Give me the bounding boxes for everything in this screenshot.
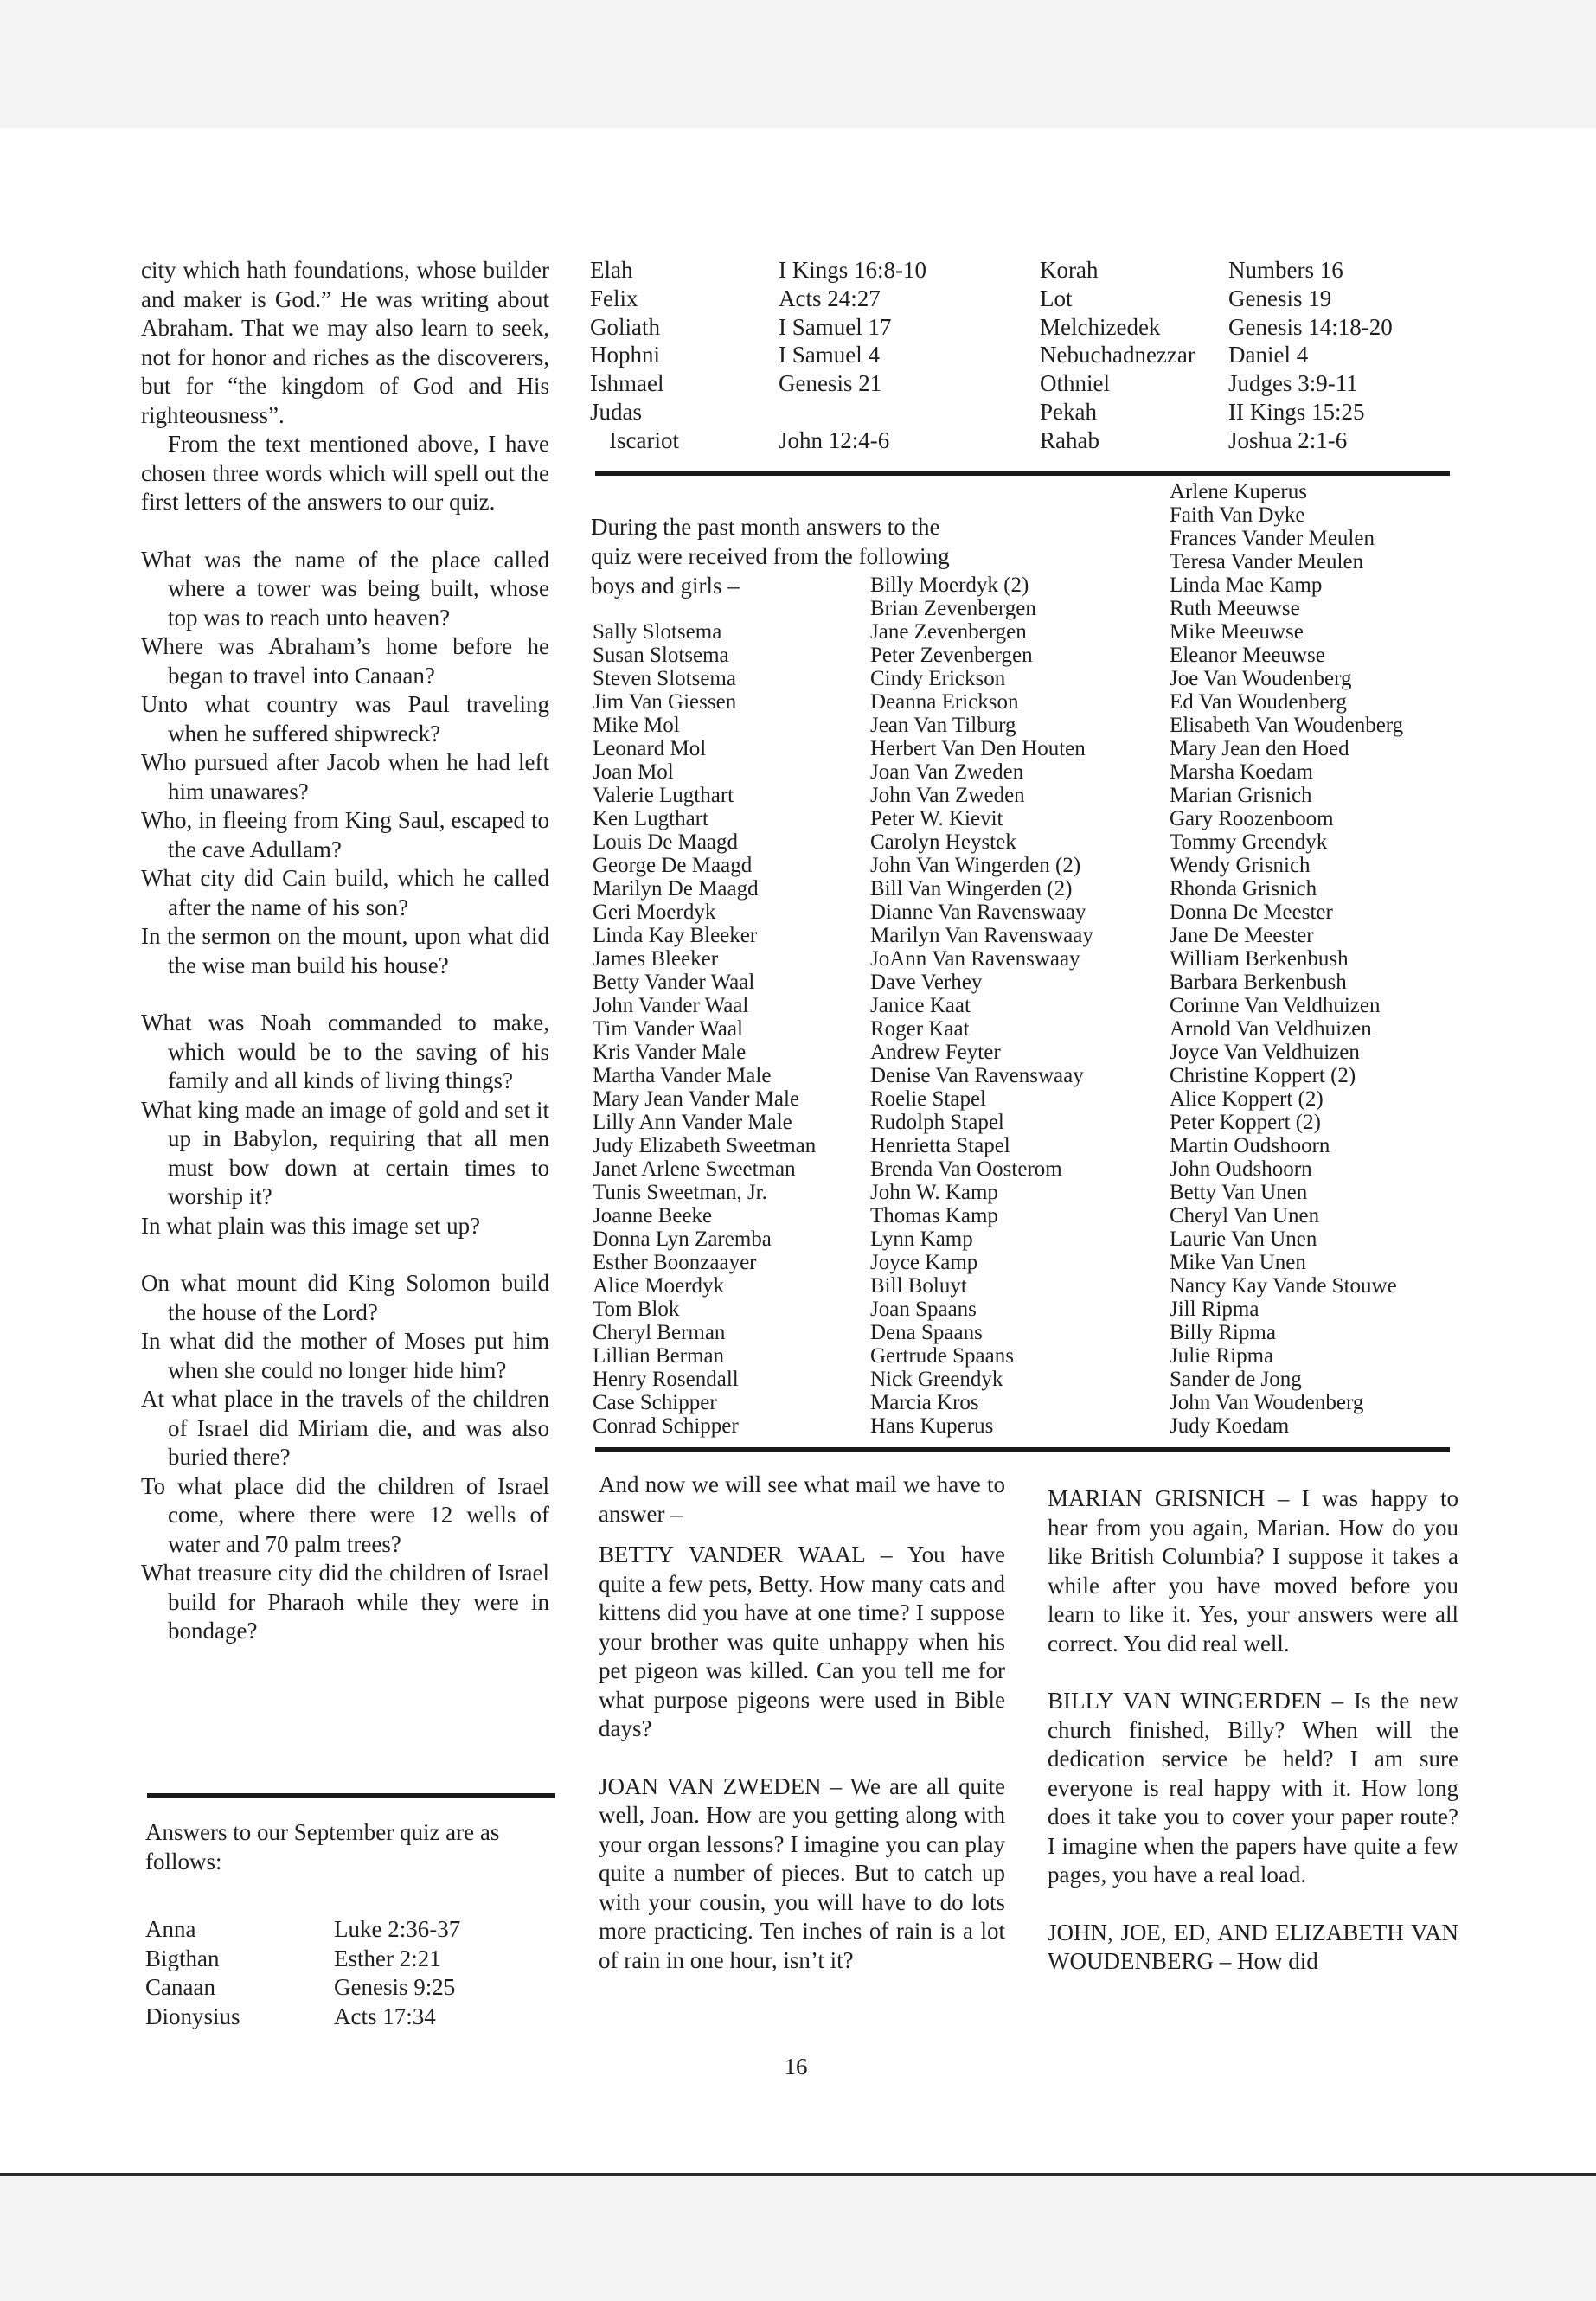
respondent-name: Peter Zevenbergen xyxy=(870,644,1033,667)
quiz-question: In the sermon on the mount, upon what did the wise man build his house? xyxy=(141,923,549,978)
respondent-name: Martin Oudshoorn xyxy=(1170,1134,1330,1157)
answer-name: Melchizedek xyxy=(1040,313,1161,340)
respondent-name: Dave Verhey xyxy=(870,971,983,994)
answer-ref: I Samuel 4 xyxy=(779,342,880,369)
intro-paragraph: From the text mentioned above, I have chosen three words which will spell out the first letters of the answers to our quiz. xyxy=(141,431,549,515)
respondent-name: Brenda Van Oosterom xyxy=(870,1157,1062,1181)
quiz-question: What was the name of the place called where a tower was being built, whose top was to reach unto heaven? xyxy=(141,546,549,631)
respondent-name: George De Maagd xyxy=(593,854,753,877)
respondent-name: Tunis Sweetman, Jr. xyxy=(593,1181,767,1204)
answer-name: Felix xyxy=(590,285,638,311)
answer-ref: Judges 3:9-11 xyxy=(1228,370,1358,397)
respondent-name: Susan Slotsema xyxy=(593,644,729,667)
respondent-name: Esther Boonzaayer xyxy=(593,1251,757,1274)
respondent-name: Bill Van Wingerden (2) xyxy=(870,877,1073,901)
respondent-name: Alice Koppert (2) xyxy=(1170,1087,1324,1111)
respondent-name: Frances Vander Meulen xyxy=(1170,527,1375,550)
respondent-name: Marian Grisnich xyxy=(1170,784,1312,807)
respondent-name: Herbert Van Den Houten xyxy=(870,737,1086,760)
answer-ref: I Samuel 17 xyxy=(779,313,892,340)
respondent-name: Linda Kay Bleeker xyxy=(593,924,758,947)
respondent-name: Billy Moerdyk (2) xyxy=(870,574,1029,597)
respondent-name: Tommy Greendyk xyxy=(1170,830,1328,854)
respondent-name: John Vander Waal xyxy=(593,994,749,1017)
respondent-name: Donna Lyn Zaremba xyxy=(593,1227,772,1251)
respondent-name: Gary Roozenboom xyxy=(1170,807,1334,830)
answer-name: Anna xyxy=(145,1916,196,1942)
answer-ref xyxy=(779,398,1040,426)
left-column xyxy=(141,256,549,1646)
quiz-question: What city did Cain build, which he called after the name of his son? xyxy=(141,865,549,920)
respondent-name: Brian Zevenbergen xyxy=(870,597,1036,620)
respondent-name: Arnold Van Veldhuizen xyxy=(1170,1017,1372,1041)
respondent-name: Linda Mae Kamp xyxy=(1170,574,1323,597)
answer-name: Hophni xyxy=(590,342,660,369)
answer-name: Iscariot xyxy=(609,426,679,453)
answer-ref: Genesis 9:25 xyxy=(334,1974,456,2000)
respondent-name: William Berkenbush xyxy=(1170,947,1349,971)
respondent-name: Conrad Schipper xyxy=(593,1414,739,1438)
respondent-name: Mike Mol xyxy=(593,714,680,737)
respondent-name: Joan Van Zweden xyxy=(870,760,1024,784)
scan-margin-top xyxy=(0,0,1596,128)
respondent-name: Thomas Kamp xyxy=(870,1204,998,1227)
answer-name: Korah xyxy=(1040,257,1099,283)
mail-column-right xyxy=(1048,1484,1458,1977)
answer-ref: Genesis 14:18-20 xyxy=(1228,313,1393,340)
answers-intro: Answers to our September quiz are as follows: xyxy=(145,1819,500,1875)
answer-name: Dionysius xyxy=(145,2003,240,2029)
respondent-name: Marcia Kros xyxy=(870,1391,979,1414)
answer-name: Nebuchadnezzar xyxy=(1040,342,1195,369)
quiz-question: Unto what country was Paul traveling when he suffered shipwreck? xyxy=(141,691,549,747)
quiz-question: On what mount did King Solomon build the house of the Lord? xyxy=(141,1270,549,1325)
respondent-name: Janet Arlene Sweetman xyxy=(593,1157,796,1181)
respondent-name: Elisabeth Van Woudenberg xyxy=(1170,714,1404,737)
respondent-name: Nancy Kay Vande Stouwe xyxy=(1170,1274,1397,1298)
respondent-name: Betty Vander Waal xyxy=(593,971,755,994)
answer-ref: Numbers 16 xyxy=(1228,257,1343,283)
answer-name: Bigthan xyxy=(145,1945,220,1971)
respondent-name: Leonard Mol xyxy=(593,737,707,760)
respondent-name: Mary Jean den Hoed xyxy=(1170,737,1349,760)
respondent-name: Faith Van Dyke xyxy=(1170,503,1305,527)
respondent-name: Rudolph Stapel xyxy=(870,1111,1004,1134)
quiz-question: At what place in the travels of the children of Israel did Miriam die, and was also buried there? xyxy=(141,1386,549,1470)
quiz-question: In what plain was this image set up? xyxy=(141,1212,481,1239)
respondent-name: Cheryl Berman xyxy=(593,1321,726,1344)
respondent-name: Tim Vander Waal xyxy=(593,1017,743,1041)
intro-line: During the past month answers to the xyxy=(591,514,940,540)
respondent-name: Denise Van Ravenswaay xyxy=(870,1064,1084,1087)
respondent-name: Arlene Kuperus xyxy=(1170,480,1307,503)
respondent-name: Lilly Ann Vander Male xyxy=(593,1111,792,1134)
answer-ref: Joshua 2:1-6 xyxy=(1228,426,1348,453)
respondent-name: Betty Van Unen xyxy=(1170,1181,1308,1204)
respondent-name: Kris Vander Male xyxy=(593,1041,747,1064)
respondent-name: James Bleeker xyxy=(593,947,719,971)
respondent-name: Sander de Jong xyxy=(1170,1368,1302,1391)
respondent-name: Joe Van Woudenberg xyxy=(1170,667,1352,690)
respondent-name: Bill Boluyt xyxy=(870,1274,967,1298)
respondent-name: Wendy Grisnich xyxy=(1170,854,1311,877)
answer-ref: Acts 17:34 xyxy=(334,2003,436,2029)
answer-name: Elah xyxy=(590,257,633,283)
respondent-name: Ed Van Woudenberg xyxy=(1170,690,1347,714)
respondent-name: Steven Slotsema xyxy=(593,667,736,690)
respondent-name: Carolyn Heystek xyxy=(870,830,1016,854)
answer-name: Ishmael xyxy=(590,370,664,397)
respondents-col-3 xyxy=(1170,480,1455,1438)
answer-ref: Daniel 4 xyxy=(1228,342,1309,369)
respondent-name: Dena Spaans xyxy=(870,1321,983,1344)
respondent-name: Henrietta Stapel xyxy=(870,1134,1010,1157)
quiz-question: Where was Abraham’s home before he began to travel into Canaan? xyxy=(141,633,549,689)
answer-ref: I Kings 16:8-10 xyxy=(779,257,926,283)
intro-line: boys and girls – xyxy=(591,573,740,599)
respondent-name: Louis De Maagd xyxy=(593,830,739,854)
respondent-name: Joyce Van Veldhuizen xyxy=(1170,1041,1360,1064)
quiz-question: What was Noah commanded to make, which would be to the saving of his family and all kinds of living things? xyxy=(141,1009,549,1093)
quiz-question: To what place did the children of Israel come, where there were 12 wells of water and 70 palm trees? xyxy=(141,1472,549,1557)
respondent-name: Peter W. Kievit xyxy=(870,807,1003,830)
section-divider xyxy=(147,1793,555,1798)
respondents-col-2 xyxy=(870,574,1164,1438)
answer-ref: John 12:4-6 xyxy=(779,426,890,453)
respondent-name: Mary Jean Vander Male xyxy=(593,1087,800,1111)
respondent-name: Sally Slotsema xyxy=(593,620,722,644)
respondent-name: Teresa Vander Meulen xyxy=(1170,550,1364,574)
respondent-name: Case Schipper xyxy=(593,1391,717,1414)
respondent-name: Eleanor Meeuwse xyxy=(1170,644,1325,667)
respondent-name: Cheryl Van Unen xyxy=(1170,1204,1320,1227)
respondent-name: Mike Meeuwse xyxy=(1170,620,1304,644)
respondent-name: Judy Koedam xyxy=(1170,1414,1290,1438)
respondent-name: Ruth Meeuwse xyxy=(1170,597,1300,620)
intro-paragraph: city which hath foundations, whose builder and maker is God.” He was writing about Abraham. That we may also learn to seek, not for honor and riches as the discoverers, but for “the kingdom of God and His righteousness”. xyxy=(141,257,549,428)
answer-ref: Genesis 21 xyxy=(779,370,882,397)
respondent-name: Julie Ripma xyxy=(1170,1344,1274,1368)
respondent-name: Valerie Lugthart xyxy=(593,784,734,807)
respondent-name: Peter Koppert (2) xyxy=(1170,1111,1321,1134)
respondent-name: Deanna Erickson xyxy=(870,690,1019,714)
answers-table xyxy=(590,256,1410,455)
respondent-name: Lillian Berman xyxy=(593,1344,725,1368)
quiz-question: In what did the mother of Moses put him when she could no longer hide him? xyxy=(141,1328,549,1383)
mail-intro: And now we will see what mail we have to answer – xyxy=(599,1471,1005,1527)
answer-ref: Acts 24:27 xyxy=(779,285,881,311)
respondent-name: Marilyn De Maagd xyxy=(593,877,759,901)
quiz-question: Who pursued after Jacob when he had left him unawares? xyxy=(141,749,549,804)
answer-ref: Esther 2:21 xyxy=(334,1945,441,1971)
respondent-name: Marsha Koedam xyxy=(1170,760,1313,784)
respondent-name: Cindy Erickson xyxy=(870,667,1006,690)
answer-name: Rahab xyxy=(1040,426,1099,453)
respondent-name: Jane Zevenbergen xyxy=(870,620,1027,644)
section-divider xyxy=(595,1447,1450,1452)
respondent-name: JoAnn Van Ravenswaay xyxy=(870,947,1080,971)
respondent-name: Dianne Van Ravenswaay xyxy=(870,901,1086,924)
respondent-name: Joyce Kamp xyxy=(870,1251,978,1274)
answer-ref: II Kings 15:25 xyxy=(1228,398,1365,425)
scan-margin-bottom xyxy=(0,2173,1596,2301)
respondent-name: Roger Kaat xyxy=(870,1017,970,1041)
respondent-name: Henry Rosendall xyxy=(593,1368,739,1391)
respondent-name: Geri Moerdyk xyxy=(593,901,716,924)
respondent-name: Janice Kaat xyxy=(870,994,971,1017)
respondent-name: Barbara Berkenbush xyxy=(1170,971,1347,994)
respondent-name: Rhonda Grisnich xyxy=(1170,877,1317,901)
respondent-name: Marilyn Van Ravenswaay xyxy=(870,924,1093,947)
respondent-name: Judy Elizabeth Sweetman xyxy=(593,1134,817,1157)
section-divider xyxy=(595,471,1450,476)
respondent-name: Joan Mol xyxy=(593,760,674,784)
quiz-question: What treasure city did the children of Israel build for Pharaoh while they were in bondage? xyxy=(141,1560,549,1644)
answer-name: Pekah xyxy=(1040,398,1097,425)
respondent-name: Tom Blok xyxy=(593,1298,680,1321)
quiz-question: What king made an image of gold and set it up in Babylon, requiring that all men must bow down at certain times to worship it? xyxy=(141,1096,549,1209)
respondent-name: Joan Spaans xyxy=(870,1298,977,1321)
answer-ref: Genesis 19 xyxy=(1228,285,1332,311)
respondent-name: Lynn Kamp xyxy=(870,1227,973,1251)
page-number: 16 xyxy=(784,2054,808,2080)
answer-name: Goliath xyxy=(590,313,660,340)
answer-name: Canaan xyxy=(145,1974,215,2000)
answer-name: Lot xyxy=(1040,285,1073,311)
respondent-name: Gertrude Spaans xyxy=(870,1344,1014,1368)
respondent-name: John Oudshoorn xyxy=(1170,1157,1312,1181)
respondent-name: Nick Greendyk xyxy=(870,1368,1003,1391)
mail-letter: MARIAN GRISNICH – I was happy to hear from you again, Marian. How do you like British Columbia? I suppose it takes a while after you have moved before you learn to like it. Yes, your answers were all correct. You did real well. xyxy=(1048,1485,1458,1657)
answer-name: Judas xyxy=(590,398,642,425)
respondent-name: Joanne Beeke xyxy=(593,1204,713,1227)
respondent-name: Billy Ripma xyxy=(1170,1321,1276,1344)
respondent-name: John Van Woudenberg xyxy=(1170,1391,1364,1414)
mail-letter: BILLY VAN WINGERDEN – Is the new church finished, Billy? When will the dedication service be held? I am sure everyone is real happy with it. How long does it take you to cover your paper route? I imagine when the papers have quite a few pages, you have a real load. xyxy=(1048,1688,1458,1888)
respondent-name: Ken Lugthart xyxy=(593,807,708,830)
answer-name: Othniel xyxy=(1040,370,1110,397)
quiz-question: Who, in fleeing from King Saul, escaped to the cave Adullam? xyxy=(141,807,549,862)
mail-letter: BETTY VANDER WAAL – You have quite a few pets, Betty. How many cats and kittens did you have at one time? I suppose your brother was quite unhappy when his pet pigeon was killed. Can you tell me for what purpose pigeons were used in Bible days? xyxy=(599,1541,1005,1741)
respondent-name: Donna De Meester xyxy=(1170,901,1333,924)
respondent-name: Alice Moerdyk xyxy=(593,1274,725,1298)
respondent-name: John Van Zweden xyxy=(870,784,1025,807)
respondent-name: Corinne Van Veldhuizen xyxy=(1170,994,1381,1017)
intro-line: quiz were received from the following xyxy=(591,543,950,569)
respondent-name: Christine Koppert (2) xyxy=(1170,1064,1356,1087)
answer-ref: Luke 2:36-37 xyxy=(334,1916,461,1942)
respondents-col-1 xyxy=(593,620,869,1438)
answers-list-left xyxy=(145,1915,507,2031)
respondent-name: Laurie Van Unen xyxy=(1170,1227,1317,1251)
respondent-name: Jim Van Giessen xyxy=(593,690,737,714)
respondent-name: Martha Vander Male xyxy=(593,1064,772,1087)
mail-letter: JOHN, JOE, ED, AND ELIZABETH VAN WOUDENBERG – How did xyxy=(1048,1919,1458,1974)
mail-column-left xyxy=(599,1471,1005,1975)
respondent-name: Jill Ripma xyxy=(1170,1298,1259,1321)
respondent-name: Jane De Meester xyxy=(1170,924,1314,947)
respondent-name: John W. Kamp xyxy=(870,1181,998,1204)
mail-letter: JOAN VAN ZWEDEN – We are all quite well, Joan. How are you getting along with your organ lessons? I imagine you can play quite a number of pieces. But to catch up with your cousin, you will have to do lots more practicing. Ten inches of rain is a lot of rain in one hour, isn’t it? xyxy=(599,1772,1005,1973)
respondent-name: Andrew Feyter xyxy=(870,1041,1001,1064)
respondent-name: Roelie Stapel xyxy=(870,1087,986,1111)
respondent-name: Mike Van Unen xyxy=(1170,1251,1306,1274)
respondent-name: John Van Wingerden (2) xyxy=(870,854,1081,877)
respondent-name: Hans Kuperus xyxy=(870,1414,994,1438)
respondent-name: Jean Van Tilburg xyxy=(870,714,1016,737)
